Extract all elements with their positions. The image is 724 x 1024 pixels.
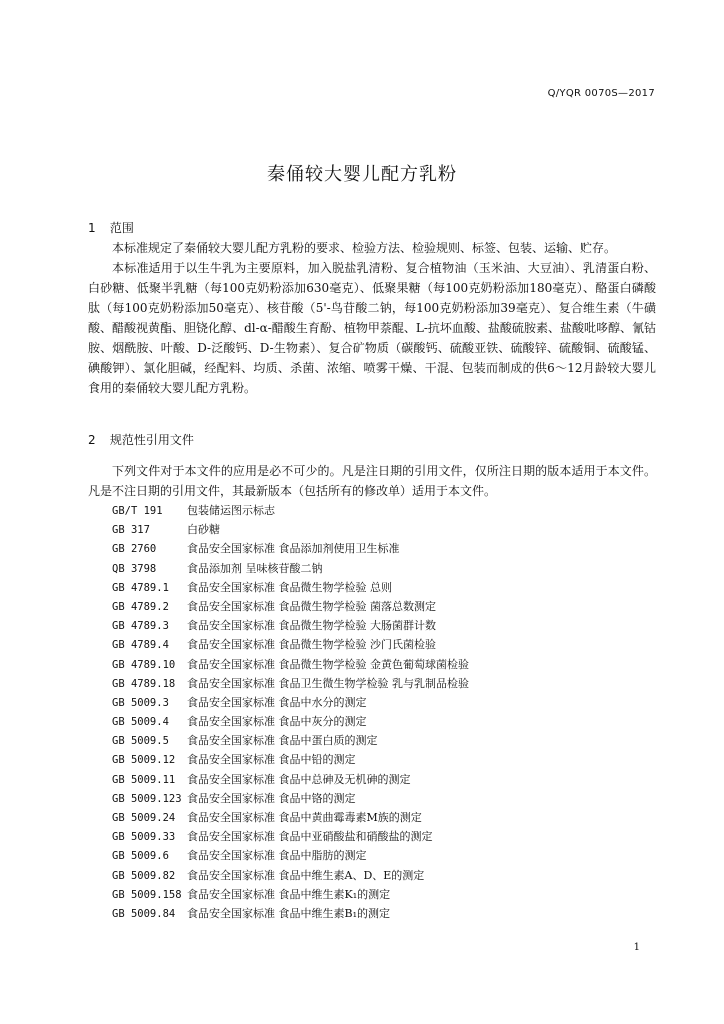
reference-row [112, 866, 469, 885]
reference-title: 包装储运图示标志 [187, 504, 275, 517]
reference-row [112, 539, 469, 558]
reference-row [112, 616, 469, 635]
reference-title: 食品安全国家标准 食品微生物学检验 菌落总数测定 [187, 599, 436, 613]
scope-paragraph-2: 本标准适用于以生牛乳为主要原料，加入脱盐乳清粉、复合植物油（玉米油、大豆油）、乳清蛋白粉、白砂糖、低聚半乳糖（每100克奶粉添加630毫克）、低聚果糖（每100克奶粉添加180毫克）、酪蛋白磷酸肽（每100克奶粉添加50毫克）、核苷酸（5'-鸟苷酸二钠，每100克奶粉添加39毫克）、复合维生素（牛磺酸、醋酸视黄酯、胆铙化醇、dl-α-醋酸生育酚、植物甲萘醌、L-抗坏血酸、盐酸硫胺素、盐酸吡哆醇、氰钴胺、烟酰胺、叶酸、D-泛酸钙、D-生物素）、复合矿物质（碳酸钙、硫酸亚铁、硫酸锌、硫酸铜、硫酸锰、碘酸钾）、氯化胆碱，经配料、均质、杀菌、浓缩、喷雾干燥、干混、包装而制成的供6～12月龄较大婴儿食用的秦俑较大婴儿配方乳粉。 [88, 261, 656, 395]
reference-code: GB 4789.1 [112, 581, 169, 594]
reference-code: GB 5009.11 [112, 773, 176, 786]
reference-row [112, 597, 469, 616]
reference-code: GB 5009.4 [112, 716, 169, 729]
reference-code: GB 317 [112, 524, 150, 537]
reference-title: 食品安全国家标准 食品中铅的测定 [187, 753, 356, 767]
reference-row [112, 808, 469, 827]
reference-code: GB 4789.3 [112, 620, 169, 633]
reference-row [112, 885, 469, 904]
reference-title: 食品安全国家标准 食品中维生素B₁的测定 [187, 906, 390, 920]
reference-row [112, 655, 469, 674]
scope-paragraph-1: 本标准规定了秦俑较大婴儿配方乳粉的要求、检验方法、检验规则、标签、包装、运输、贮存。 [112, 241, 617, 255]
reference-title: 食品安全国家标准 食品中灰分的测定 [187, 715, 367, 729]
standard-code: Q/YQR 0070S—2017 [547, 88, 655, 99]
reference-row [112, 520, 469, 539]
reference-code: GB 5009.33 [112, 831, 176, 844]
reference-title: 食品安全国家标准 食品中铬的测定 [187, 791, 356, 805]
reference-row [112, 827, 469, 846]
reference-title: 食品安全国家标准 食品中黄曲霉毒素M族的测定 [187, 811, 422, 824]
reference-code: GB 5009.24 [112, 812, 176, 824]
section-heading-scope [88, 219, 134, 236]
reference-code: GB 5009.3 [112, 696, 169, 709]
reference-title: 食品安全国家标准 食品添加剂使用卫生标准 [187, 542, 400, 556]
reference-title: 食品安全国家标准 食品中水分的测定 [187, 695, 367, 709]
reference-row [112, 501, 469, 520]
reference-title: 白砂糖 [187, 523, 220, 537]
reference-title: 食品安全国家标准 食品中维生素K₁的测定 [187, 887, 391, 901]
reference-row [112, 731, 469, 750]
page-title: 秦俑较大婴儿配方乳粉 [267, 164, 457, 185]
reference-row [112, 635, 469, 654]
references-intro-paragraph: 下列文件对于本文件的应用是必不可少的。凡是注日期的引用文件，仅所注日期的版本适用于本文件。凡是不注日期的引用文件，其最新版本（包括所有的修改单）适用于本文件。 [88, 464, 656, 498]
reference-title: 食品安全国家标准 食品中维生素A、D、E的测定 [187, 868, 425, 882]
reference-title: 食品安全国家标准 食品微生物学检验 大肠菌群计数 [187, 619, 436, 633]
reference-title: 食品添加剂 呈味核苷酸二钠 [187, 561, 323, 575]
reference-code: GB 5009.158 [112, 888, 182, 901]
reference-row [112, 712, 469, 731]
reference-row [112, 750, 469, 769]
reference-row [112, 578, 469, 597]
scope-text [88, 238, 656, 398]
reference-row [112, 693, 469, 712]
reference-row [112, 559, 469, 578]
reference-code: GB 4789.10 [112, 658, 176, 671]
reference-row [112, 674, 469, 693]
page-number: 1 [633, 942, 640, 953]
reference-title: 食品安全国家标准 食品微生物学检验 金黄色葡萄球菌检验 [187, 657, 469, 671]
reference-row [112, 789, 469, 808]
reference-row [112, 770, 469, 789]
reference-code: GB 5009.5 [112, 735, 169, 748]
reference-code: GB 4789.2 [112, 600, 169, 613]
reference-code: GB 4789.4 [112, 639, 169, 652]
reference-code: GB 5009.12 [112, 754, 176, 767]
section-number: 1 [88, 221, 96, 235]
references-intro [88, 461, 656, 501]
reference-code: QB 3798 [112, 562, 157, 575]
reference-title: 食品安全国家标准 食品微生物学检验 总则 [187, 580, 392, 594]
reference-code: GB 5009.82 [112, 869, 176, 882]
section-heading-references [88, 431, 194, 448]
reference-code: GB 5009.123 [112, 792, 182, 805]
reference-title: 食品安全国家标准 食品中脂肪的测定 [187, 849, 367, 863]
reference-code: GB 2760 [112, 543, 157, 556]
reference-title: 食品安全国家标准 食品中总砷及无机砷的测定 [187, 772, 411, 786]
reference-code: GB 5009.84 [112, 907, 176, 920]
reference-code: GB/T 191 [112, 505, 163, 517]
references-list [112, 501, 469, 923]
reference-title: 食品安全国家标准 食品卫生微生物学检验 乳与乳制品检验 [187, 676, 469, 690]
reference-code: GB 4789.18 [112, 677, 176, 690]
section-number: 2 [88, 433, 96, 447]
reference-row [112, 904, 469, 923]
reference-title: 食品安全国家标准 食品中蛋白质的测定 [187, 734, 378, 748]
reference-row [112, 846, 469, 865]
reference-code: GB 5009.6 [112, 850, 169, 863]
reference-title: 食品安全国家标准 食品中亚硝酸盐和硝酸盐的测定 [187, 830, 433, 844]
reference-title: 食品安全国家标准 食品微生物学检验 沙门氏菌检验 [187, 638, 436, 652]
section-title: 规范性引用文件 [109, 433, 194, 447]
section-title: 范围 [109, 221, 134, 235]
